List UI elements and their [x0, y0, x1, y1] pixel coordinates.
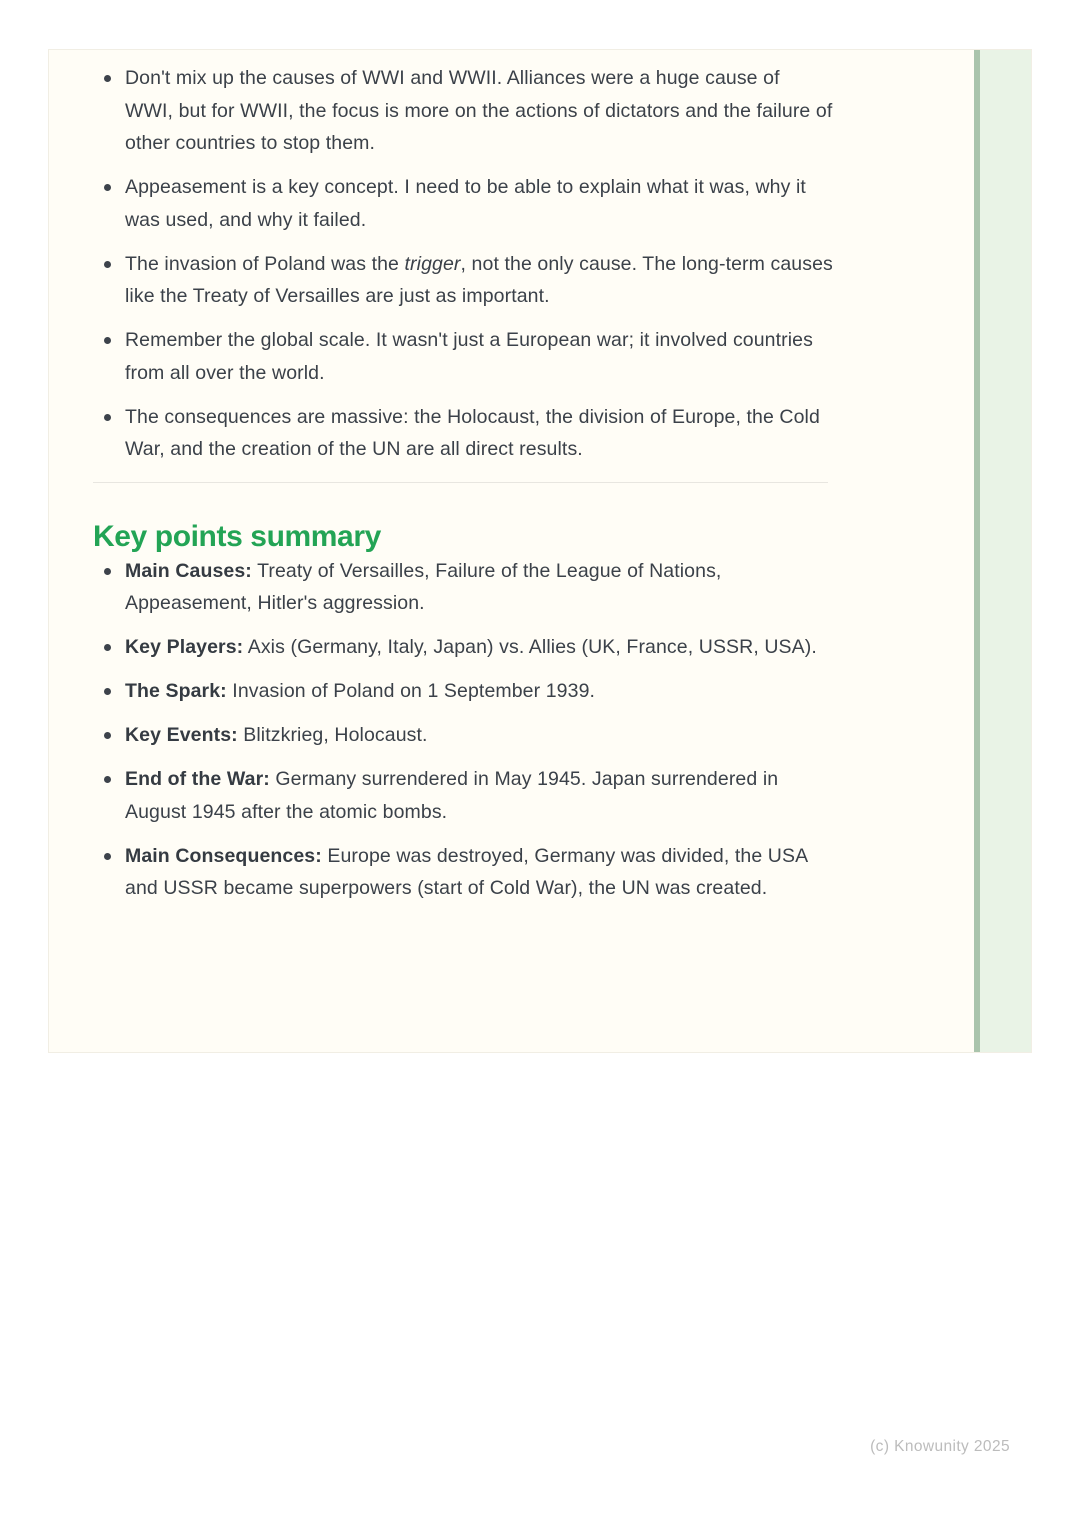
- summary-item-label: The Spark:: [125, 680, 227, 702]
- list-item-text: Don't mix up the causes of WWI and WWII. Alliances were a huge cause of WWI, but for WWII, the focus is more on the actions of dictators and the failure of other countries to stop them.: [125, 67, 833, 154]
- summary-item-label: Key Events:: [125, 724, 238, 746]
- summary-heading: Key points summary: [93, 519, 381, 553]
- section-divider: [93, 482, 828, 483]
- summary-item-text: Axis (Germany, Italy, Japan) vs. Allies (UK, France, USSR, USA).: [243, 636, 817, 658]
- list-item-text: Appeasement is a key concept. I need to be able to explain what it was, why it was used, and why it failed.: [125, 176, 806, 231]
- green-margin-stripe: [980, 50, 1031, 1052]
- page-content: [49, 50, 877, 916]
- list-item: [125, 248, 833, 313]
- summary-item-label: End of the War:: [125, 768, 270, 790]
- summary-item-label: Key Players:: [125, 636, 244, 658]
- summary-item-text: Treaty of Versailles, Failure of the League of Nations, Appeasement, Hitler's aggression.: [125, 559, 722, 614]
- summary-item-label: Main Causes:: [125, 559, 252, 582]
- summary-item: [125, 763, 833, 828]
- list-item: [125, 171, 833, 236]
- summary-item: [125, 555, 833, 620]
- summary-item-text: Invasion of Poland on 1 September 1939.: [226, 680, 596, 702]
- summary-item: [125, 840, 833, 905]
- list-item-text: The invasion of Poland was the: [125, 252, 405, 275]
- summary-item: [125, 631, 833, 664]
- summary-item: [125, 719, 833, 752]
- summary-item-text: Blitzkrieg, Holocaust.: [237, 724, 428, 746]
- summary-item-text: Europe was destroyed, Germany was divided, the USA and USSR became superpowers (start of Cold War), the UN was created.: [125, 844, 808, 899]
- list-item-text: trigger: [404, 252, 461, 275]
- list-item: [125, 401, 833, 466]
- list-item-text: The consequences are massive: the Holocaust, the division of Europe, the Cold War, and the creation of the UN are all direct results.: [125, 405, 820, 460]
- list-item: [125, 62, 833, 160]
- document-page-card: [48, 49, 1032, 1053]
- list-item-text: , not the only cause. The long-term causes like the Treaty of Versailles are just as important.: [125, 252, 833, 307]
- study-notes-list: [93, 62, 833, 466]
- list-item: [125, 324, 833, 389]
- summary-list: [93, 555, 833, 905]
- list-item-text: Remember the global scale. It wasn't just a European war; it involved countries from all over the world.: [125, 329, 813, 384]
- summary-item-text: Germany surrendered in May 1945. Japan surrendered in August 1945 after the atomic bombs.: [125, 768, 779, 823]
- footer-copyright: (c) Knowunity 2025: [870, 1438, 1010, 1455]
- summary-item: [125, 675, 833, 708]
- summary-item-label: Main Consequences:: [125, 844, 322, 867]
